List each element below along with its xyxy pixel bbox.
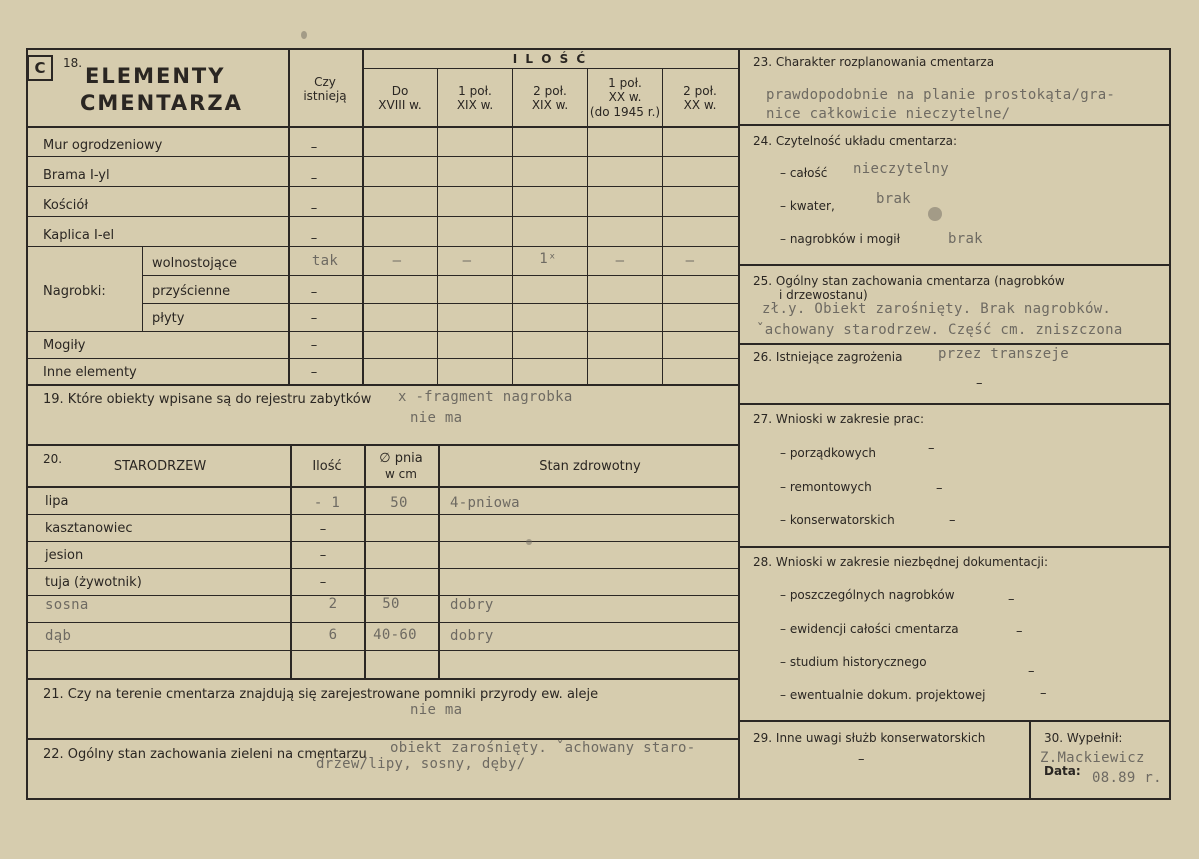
- q24-item-label: – całość: [780, 166, 828, 180]
- col-exists-line1: Czy: [314, 75, 336, 89]
- q20-title: STARODRZEW: [113, 459, 207, 474]
- period-5-line1: 2 poł.: [683, 84, 717, 98]
- q24-item-value: brak: [876, 191, 911, 207]
- tree-health: dobry: [450, 628, 494, 644]
- grid-line: [26, 444, 738, 446]
- period-3-line1: 2 poł.: [533, 84, 567, 98]
- q27-item-value: –: [936, 481, 943, 496]
- nagrobki-exists: –: [310, 311, 318, 326]
- tree-count: –: [319, 575, 327, 590]
- grid-line: [26, 126, 738, 128]
- nagrobki-row-label: płyty: [152, 311, 185, 326]
- q28-item-value: –: [1028, 664, 1035, 679]
- row-label: Mogiły: [43, 338, 86, 353]
- q28-item-label: – studium historycznego: [780, 655, 927, 669]
- q20-col-diam-line2: w cm: [385, 467, 417, 481]
- period-2-line1: 1 poł.: [458, 84, 492, 98]
- q19-label: 19. Które obiekty wpisane są do rejestru zabytków: [43, 392, 372, 407]
- q23-label: 23. Charakter rozplanowania cmentarza: [753, 55, 995, 69]
- tree-health: 4-pniowa: [450, 495, 520, 511]
- grid-line: [438, 444, 440, 678]
- grid-line: [26, 678, 738, 680]
- nagrobki-row-label: przyścienne: [152, 284, 231, 299]
- row-exists: –: [310, 171, 318, 186]
- q28-label: 28. Wnioski w zakresie niezbędnej dokumentacji:: [753, 555, 1049, 569]
- tree-label: jesion: [45, 548, 84, 563]
- row-exists: –: [310, 140, 318, 155]
- nagrobki-exists: –: [310, 285, 318, 300]
- frame-left: [26, 48, 28, 800]
- period-4-line1: 1 poł.: [608, 76, 642, 90]
- q27-item-label: – konserwatorskich: [780, 513, 895, 527]
- q24-item-value: nieczytelny: [853, 161, 950, 177]
- grid-line: [738, 343, 1171, 345]
- q22-answer: obiekt zarośnięty. ˇachowany staro-: [390, 740, 696, 756]
- row-exists: –: [310, 201, 318, 216]
- grid-line: [662, 68, 663, 384]
- q26-label: 26. Istniejące zagrożenia: [753, 350, 903, 364]
- q29-answer: –: [858, 752, 865, 767]
- tree-diam: 50: [390, 495, 408, 511]
- q26-answer: przez transzeje: [938, 346, 1069, 362]
- tree-diam: 40-60: [373, 627, 417, 643]
- q28-item-value: –: [1016, 624, 1023, 639]
- section-title-line1: ELEMENTY: [85, 64, 226, 88]
- q19-answer: nie ma: [410, 410, 463, 426]
- nagrobki-label: Nagrobki:: [43, 284, 106, 299]
- grid-line: [26, 541, 738, 542]
- q25-answer: ˇachowany starodrzew. Część cm. zniszczona: [756, 322, 1123, 338]
- ilosc-header: I L O Ś Ć: [512, 52, 588, 66]
- tree-label: dąb: [45, 628, 72, 644]
- q24-label: 24. Czytelność układu cmentarza:: [753, 134, 958, 148]
- tree-label: lipa: [45, 494, 69, 509]
- grid-line: [738, 546, 1171, 548]
- q30-date: 08.89 r.: [1092, 770, 1162, 786]
- q20-col-diam-line1: ∅ pnia: [379, 451, 423, 466]
- q27-item-label: – porządkowych: [780, 446, 876, 460]
- tree-count: –: [319, 548, 327, 563]
- q20-col-count: Ilość: [312, 459, 342, 474]
- q23-answer: nice całkowicie nieczytelne/: [766, 106, 1011, 122]
- grid-line: [26, 486, 738, 488]
- grid-line: [738, 403, 1171, 405]
- grid-line: [437, 68, 438, 384]
- grid-line: [26, 384, 738, 386]
- grid-line: [738, 124, 1171, 126]
- grid-line: [26, 331, 738, 332]
- grid-line: [142, 275, 738, 276]
- tree-count: –: [319, 522, 327, 537]
- nagrobki-row-label: wolnostojące: [152, 256, 237, 271]
- grid-line: [1029, 720, 1031, 800]
- grid-line: [587, 68, 588, 384]
- ink-speck: [928, 207, 942, 221]
- grid-line: [26, 246, 738, 247]
- row-label: Kaplica I-el: [43, 228, 115, 243]
- q19-answer: x -fragment nagrobka: [398, 389, 573, 405]
- grid-line: [26, 514, 738, 515]
- q25-label: i drzewostanu): [779, 288, 868, 302]
- grid-line: [738, 264, 1171, 266]
- period-4-line3: (do 1945 r.): [589, 105, 661, 119]
- grid-line: [26, 186, 738, 187]
- frame-top: [26, 48, 1171, 50]
- tree-health: dobry: [450, 597, 494, 613]
- row-label: Inne elementy: [43, 365, 137, 380]
- row-exists: –: [310, 231, 318, 246]
- frame-right: [1169, 48, 1171, 800]
- tree-count: 6: [328, 627, 338, 643]
- period-1-line2: XVIII w.: [378, 98, 422, 112]
- q22-answer: drzew/lipy, sosny, dęby/: [316, 756, 526, 772]
- q22-label: 22. Ogólny stan zachowania zieleni na cmentarzu: [43, 747, 367, 762]
- tree-diam: 50: [382, 596, 400, 612]
- q28-item-label: – ewentualnie dokum. projektowej: [780, 688, 986, 702]
- q27-label: 27. Wnioski w zakresie prac:: [753, 412, 925, 426]
- nagrobki-period-5: –: [685, 253, 695, 269]
- tree-label: tuja (żywotnik): [45, 575, 142, 590]
- q24-item-label: – kwater,: [780, 199, 835, 213]
- grid-line: [142, 246, 143, 331]
- q25-answer: zł.y. Obiekt zarośnięty. Brak nagrobków.: [762, 301, 1112, 317]
- section-number: 18.: [63, 56, 83, 70]
- q21-label: 21. Czy na terenie cmentarza znajdują się zarejestrowane pomniki przyrody ew. aleje: [43, 687, 599, 702]
- grid-line: [362, 68, 738, 69]
- q27-item-value: –: [949, 513, 956, 528]
- row-exists: –: [310, 338, 318, 353]
- q24-item-value: brak: [948, 231, 983, 247]
- tree-count: - 1: [313, 495, 341, 511]
- q28-item-label: – poszczególnych nagrobków: [780, 588, 955, 602]
- period-1-line1: Do: [391, 84, 409, 98]
- ink-speck: [526, 539, 532, 545]
- tree-count: 2: [328, 596, 338, 612]
- grid-line: [738, 720, 1171, 722]
- tree-label: kasztanowiec: [45, 521, 133, 536]
- section-title-line2: CMENTARZA: [80, 91, 243, 115]
- row-exists: –: [310, 365, 318, 380]
- period-2-line2: XIX w.: [456, 98, 494, 112]
- q24-item-label: – nagrobków i mogił: [780, 232, 901, 246]
- grid-line: [142, 303, 738, 304]
- nagrobki-period-3: 1ˣ: [539, 251, 557, 267]
- period-4-line2: XX w.: [608, 90, 642, 104]
- grid-line: [26, 650, 738, 651]
- grid-line: [26, 156, 738, 157]
- nagrobki-exists: tak: [311, 253, 339, 269]
- grid-line: [26, 568, 738, 569]
- q30-name: Z.Mackiewicz: [1040, 750, 1145, 766]
- q30-date-label: Data:: [1044, 764, 1081, 778]
- nagrobki-period-1: –: [392, 253, 402, 269]
- q25-label: 25. Ogólny stan zachowania cmentarza (nagrobków: [753, 274, 1065, 288]
- q28-item-label: – ewidencji całości cmentarza: [780, 622, 959, 636]
- grid-line: [364, 444, 366, 678]
- ink-speck: [301, 31, 307, 39]
- q30-label: 30. Wypełnił:: [1044, 731, 1123, 745]
- grid-line: [26, 216, 738, 217]
- nagrobki-period-2: –: [462, 253, 472, 269]
- row-label: Mur ogrodzeniowy: [43, 138, 163, 153]
- q28-item-value: –: [1040, 686, 1047, 701]
- q28-item-value: –: [1008, 592, 1015, 607]
- section-badge: C: [27, 55, 53, 81]
- grid-line: [512, 68, 513, 384]
- q20-number: 20.: [43, 452, 63, 466]
- frame-bottom: [26, 798, 1171, 800]
- q26-dash: –: [976, 376, 983, 391]
- period-3-line2: XIX w.: [531, 98, 569, 112]
- q23-answer: prawdopodobnie na planie prostokąta/gra-: [766, 87, 1116, 103]
- frame-middle: [738, 48, 740, 800]
- row-label: Kościół: [43, 198, 89, 213]
- tree-label: sosna: [45, 597, 89, 613]
- grid-line: [26, 358, 738, 359]
- q20-col-health: Stan zdrowotny: [539, 459, 641, 474]
- grid-line: [290, 444, 292, 678]
- q29-label: 29. Inne uwagi służb konserwatorskich: [753, 731, 986, 745]
- q21-answer: nie ma: [410, 702, 463, 718]
- col-exists-line2: istnieją: [303, 89, 347, 103]
- q27-item-label: – remontowych: [780, 480, 872, 494]
- q27-item-value: –: [928, 441, 935, 456]
- row-label: Brama I-yl: [43, 168, 110, 183]
- nagrobki-period-4: –: [615, 253, 625, 269]
- period-5-line2: XX w.: [683, 98, 717, 112]
- grid-line: [26, 622, 738, 623]
